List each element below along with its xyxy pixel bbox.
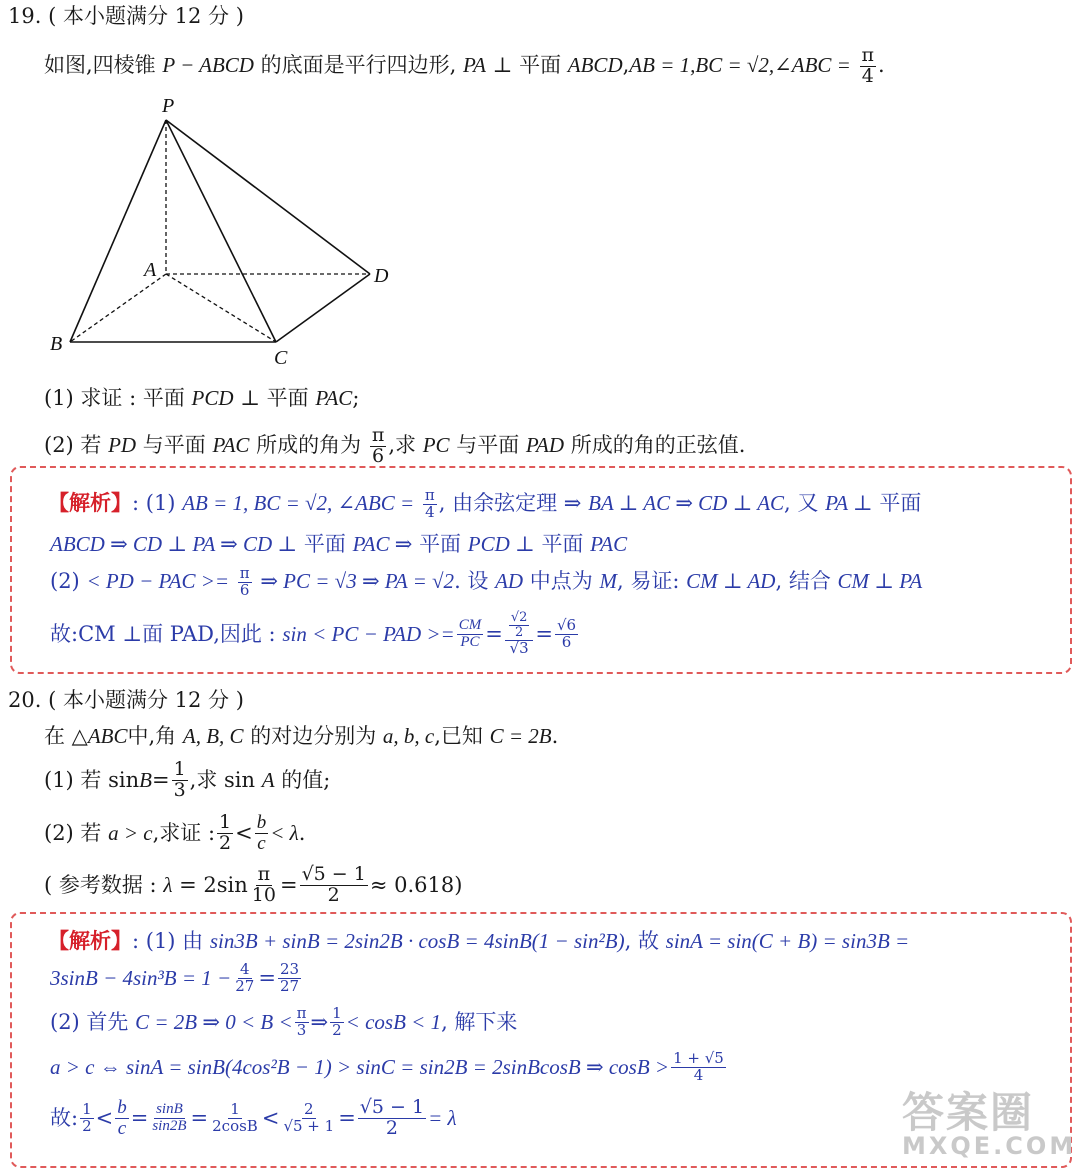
q19-solution-line4: 故:CM ⊥面 PAD,因此 : sin < PC − PAD >= $\frac{CM}{PC}$ = $\frac{\frac{√2}{2}}{√3}$ = $\frac{√6}{6}$ [50,610,577,657]
label-A: A [144,259,157,281]
q19-solution-line1: 【解析】: (1) AB = 1, BC = √2, ∠ABC = $\frac{\pi}{4}$ , 由余弦定理 ⇒ BA ⊥ AC ⇒ CD ⊥ AC, 又 PA ⊥ 平面 [48,486,922,521]
q19-stem: 如图,四棱锥 P − ABCD 的底面是平行四边形, PA ⊥ 平面 ABCD,AB = 1,BC = √2,∠ABC = $\frac{\pi}{4}$ . [44,44,885,87]
q20-reference-data: ( 参考数据 : λ = 2sin $\frac{\pi}{10}$ = $\frac{√5 - 1}{2}$ ≈ 0.618) [44,862,463,906]
q19-part1: (1) 求证 : 平面 PCD ⊥ 平面 PAC; [44,386,360,410]
edge-CD [276,274,370,342]
pyramid-figure [40,92,410,372]
label-B: B [50,333,63,355]
edge-PD [166,120,370,274]
q20-solution-line5: 故: $\frac{1}{2}$ < $\frac{b}{c}$ = $\frac{\sin B}{\sin 2B}$ = $\frac{1}{2\cos B}$ < $\frac{2}{√5 + 1}$ = $\frac{√5 - 1}{2}$ = λ [50,1095,457,1139]
q20-solution-line3: (2) 首先 C = 2B ⇒ 0 < B < $\frac{\pi}{3}$ ⇒ $\frac{1}{2}$ < cosB < 1 , 解下来 [50,1003,518,1039]
q20-solution-line4: a > c ⇔ sinA = sinB(4cos²B − 1) > sinC = sin2B = 2sinBcosB ⇒ cosB > $\frac{1 + √5}{4}$ [50,1048,724,1084]
label-D: D [374,265,389,287]
q20-header: 20. ( 本小题满分 12 分 ) [8,688,244,712]
watermark-logo: 答案圈 [902,1088,1035,1137]
q20-stem: 在 △ABC中,角 A, B, C 的对边分别为 a, b, c,已知 C = 2B. [44,724,559,748]
q20-solution-line1: 【解析】: (1) 由 sin3B + sinB = 2sin2B · cosB = 4sinB(1 − sin²B), 故 sinA = sin(C + B) = sin3B = [48,928,910,953]
q19-header: 19. ( 本小题满分 12 分 ) [8,4,244,28]
q20-part1: (1) 若 sin B = $\frac{1}{3}$ ,求 sin A 的值; [44,757,331,801]
q19-solution-line3: (2) < PD − PAC >= $\frac{\pi}{6}$ ⇒ PC = √3 ⇒ PA = √2. 设 AD 中点为 M, 易证: CM ⊥ AD, 结合 CM ⊥ PA [50,564,923,599]
q20-solution-line2: 3sinB − 4sin³B = 1 − $\frac{4}{27}$ = $\frac{23}{27}$ [50,959,300,995]
label-P: P [162,95,175,117]
watermark-url: MXQE.COM [902,1132,1077,1160]
q20-part2: (2) 若 a > c ,求证 : $\frac{1}{2}$ < $\frac{b}{c}$ < λ . [44,810,306,854]
q19-solution-line2: ABCD ⇒ CD ⊥ PA ⇒ CD ⊥ 平面 PAC ⇒ 平面 PCD ⊥ 平面 PAC [50,532,628,556]
q19-part2: (2) 若 PD 与平面 PAC 所成的角为 $\frac{\pi}{6}$ ,求 PC 与平面 PAD 所成的角的正弦值. [44,424,746,467]
label-C: C [274,347,288,369]
